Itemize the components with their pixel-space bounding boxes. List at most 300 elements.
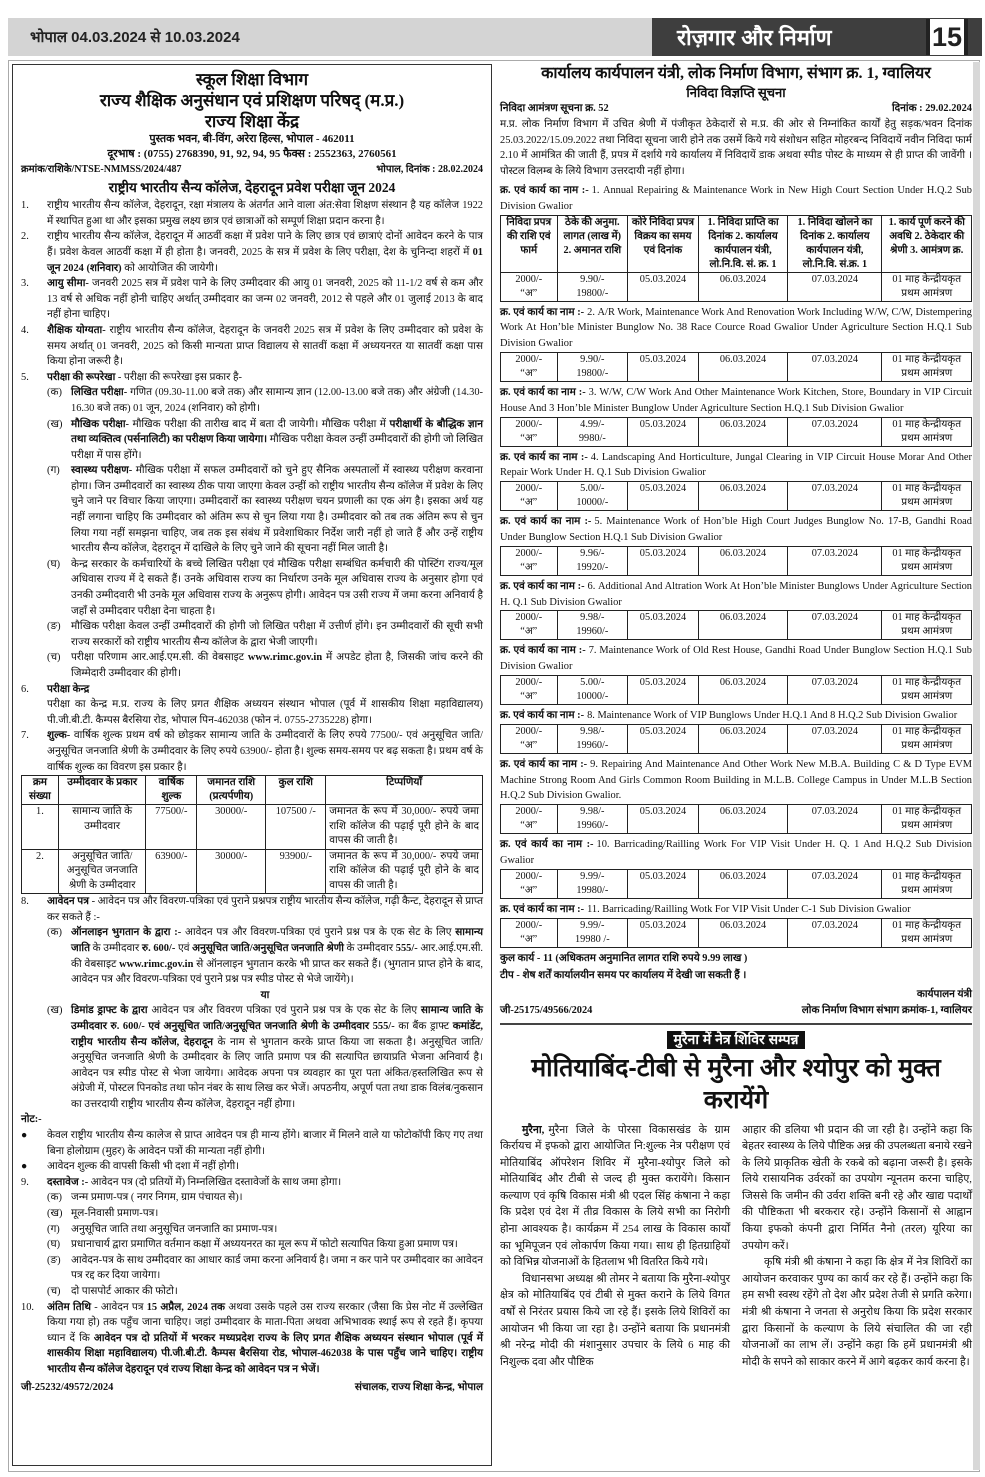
work-row: [501, 724, 972, 753]
work-cell: [501, 417, 558, 446]
work-cell: [501, 482, 558, 511]
item-number: 3.: [21, 278, 29, 290]
work-form: “अ”: [520, 367, 538, 379]
work-invite: प्रथम आमंत्रण: [901, 626, 953, 638]
notice-subitem: [47, 557, 483, 619]
work-fee: 2000/-: [515, 919, 543, 931]
text: प्रधानाचार्य द्वारा प्रमाणित वर्तमान कक्षा में अध्ययनरत का मूल रूप में फोटो सत्यापित किया हुआ प्रमाण पत्र।: [71, 1239, 458, 1251]
work-label: क्र. एवं कार्य का नाम :-: [500, 516, 592, 528]
work-table: [500, 546, 972, 576]
work-fee: 2000/-: [515, 725, 543, 737]
fee-cell: अनुसूचित जाति/ अनुसूचित जनजाति श्रेणी के उम्मीदवार: [58, 849, 146, 894]
article-text: कृषि मंत्री श्री कंषाना ने कहा कि क्षेत्र में नेत्र शिविरों का आयोजन करवाकर पुण्य का कार्य कर रहे हैं। उन्होंने कहा कि हम सभी स्वस्थ रहेंगे तो देश और प्रदेश तेजी से प्रगति करेगा। मंत्री श्री कंषाना ने जनता से अनुरोध किया कि प्रदेश सरकार द्वारा किसानों के कल्याण के लिये संचालित की जा रही योजनाओं का लाभ लें। उन्होंने कहा कि हमें प्रधानमंत्री श्री मोदी के सपने को साकार करने में आगे बढ़कर कार्य करना है।: [742, 1256, 972, 1368]
work-cell: [557, 482, 628, 511]
work-label: क्र. एवं कार्य का नाम :-: [500, 758, 588, 770]
work-form: “अ”: [520, 287, 538, 299]
bold-text: आवेदन पत्र दो प्रतियों में भरकर मध्यप्रदेश राज्य के लिए प्रगत शैक्षिक अध्ययन संस्थान भोपाल (पूर्व में शासकीय शिक्षा महाविद्यालय) पी.जी.बी.टी. कैम्पस बैरसिया रोड, भोपाल-462038 के पास पहुँच जाने चाहिए। राष्ट्रीय भारतीय सैन्य कॉलेज देहरादून एवं राज्य शिक्षा केन्द्र को आवेदन पत्र न भेजें।: [47, 1332, 483, 1375]
work-header-cell: ठेके की अनुमा. लागत (लाख में) 2. अमानत राशि: [557, 215, 628, 272]
work-form: “अ”: [520, 561, 538, 573]
text: अनुसूचित जाति तथा अनुसूचित जनजाति का प्रमाण-पत्र।: [71, 1223, 278, 1235]
work-title: [500, 385, 972, 417]
subitem-label: (क): [47, 1192, 62, 1204]
bold-text: शुल्क-: [47, 730, 71, 742]
work-cell: [882, 918, 972, 947]
item-text: [47, 198, 483, 229]
work-table: [500, 724, 972, 754]
work-cell: [628, 352, 699, 381]
work-open: 07.03.2024: [811, 612, 859, 624]
work-sale: 05.03.2024: [639, 353, 687, 365]
text: आवेदन पत्र और विवरण-पत्रिका एवं पुराने प्रश्न पत्र के एक सेट के लिए: [181, 927, 456, 939]
notice-subitem: [47, 1206, 483, 1222]
tender-no-row: [500, 101, 972, 117]
work-label: क्र. एवं कार्य का नाम :-: [500, 580, 585, 592]
notice-item: [21, 1128, 483, 1159]
tender-footer: [500, 1003, 972, 1025]
fee-cell: 107500 /-: [266, 805, 326, 850]
work-cell: [698, 805, 787, 834]
work-invite: प्रथम आमंत्रण: [901, 287, 953, 299]
text: आवेदन पत्र (दो प्रतियों में) निम्नलिखित दस्तावेजों के साथ जमा होगा।: [88, 1176, 342, 1188]
notice-code: जी-25232/49572/2024: [21, 1381, 114, 1393]
tender-sign-office: लोक निर्माण विभाग संभाग क्रमांक-1, ग्वालियर: [801, 1004, 972, 1016]
work-cell: [628, 417, 699, 446]
notice-ref-row: [21, 162, 483, 178]
text: वार्षिक शुल्क प्रथम वर्ष को छोड़कर सामान्य जाति के उम्मीदवारों के लिए रुपये 77500/- एवं अनुसूचित जाति/अनुसूचित जनजाति श्रेणी के उम्मीदवार के लिए रुपये 63900/- होता है। शुल्क समय-समय पर बढ़ सकता है। प्रथम वर्ष के वार्षिक शुल्क का विवरण इस प्रकार है।: [47, 730, 483, 773]
fee-cell: 63900/-: [146, 849, 197, 894]
work-cell: [557, 272, 628, 301]
bold-text: अंतिम तिथि: [47, 1301, 91, 1313]
work-sale: 05.03.2024: [639, 870, 687, 882]
work-header-cell: 1. निविदा खोलने का दिनांक 2. कार्यालय कार्यपालन यंत्री, लो.नि.वि. सं.क्र. 1: [788, 215, 882, 272]
subitem-label: (ग): [47, 465, 60, 477]
notice-item: [21, 276, 483, 323]
tender-title: निविदा विज्ञप्ति सूचना: [686, 85, 786, 100]
text: के उम्मीदवार: [343, 942, 396, 954]
work-row: [501, 272, 972, 301]
work-row: [501, 611, 972, 640]
work-table: [500, 352, 972, 382]
bold-text: आवेदन पत्र: [47, 896, 89, 908]
work-name: 6. Additional And Altration Work At Hon’ble Minister Bunglows Under Agriculture Section H. Q.1 Sub Division Gwalior: [500, 580, 972, 608]
work-cost: 9.99/-: [580, 919, 605, 931]
work-cost: 9.98/-: [580, 725, 605, 737]
notice-subitem: [47, 1003, 483, 1112]
work-row: [501, 805, 972, 834]
work-invite: प्रथम आमंत्रण: [901, 690, 953, 702]
notice-subitem: [47, 619, 483, 650]
work-cost: 9.90/-: [580, 353, 605, 365]
work-label: क्र. एवं कार्य का नाम :-: [500, 839, 594, 851]
work-invite: प्रथम आमंत्रण: [901, 561, 953, 573]
bold-text: परीक्षा केन्द्र: [47, 683, 90, 695]
work-invite: प्रथम आमंत्रण: [901, 884, 953, 896]
work-period: 01 माह केन्द्रीयकृत: [892, 273, 962, 285]
subitem-text: [71, 1284, 483, 1300]
work-open: 07.03.2024: [811, 676, 859, 688]
text: दो पासपोर्ट आकार की फोटो।: [71, 1286, 178, 1297]
notice-subitem: [47, 385, 483, 416]
notice-subitem: [47, 1222, 483, 1238]
bold-text: परीक्षार्थी के बौद्धिक ज्ञान तथा व्यक्तित्व (पर्सनालिटी) का परीक्षण किया जायेगा।: [71, 418, 483, 446]
notice-phone: दूरभाष : (0755) 2768390, 91, 92, 94, 95 फैक्स : 2552363, 2760561: [107, 148, 397, 160]
notice-subitem: [47, 1284, 483, 1300]
fee-cell: सामान्य जाति के उम्मीदवार: [58, 805, 146, 850]
text: परीक्षा का केन्द्र म.प्र. राज्य के लिए प्रगत शैक्षिक अध्ययन संस्थान भोपाल (पूर्व में शासकीय शिक्षा महाविद्यालय) पी.जी.बी.टी. कैम्पस बैरसिया रोड, भोपाल पिन-462038 (फोन नं. 0755-2735228) होगा।: [47, 699, 483, 726]
work-cell: [698, 918, 787, 947]
work-cell: [628, 869, 699, 898]
work-cell: [628, 724, 699, 753]
article-text: मुरैना जिले के पोरसा विकासखंड के ग्राम किर्रायच में इफको द्वारा आयोजित नि:शुल्क नेत्र परीक्षण एवं मोतियाबिंद ऑपरेशन शिविर में मुरैना-श्योपुर जिले को मोतियाबिंद और टीबी से जल्द ही मुक्त करायेंगे। किसान कल्याण एवं कृषि विकास मंत्री श्री एदल सिंह कंषाना ने कहा कि प्रदेश एवं देश में तीव्र विकास के लिये सभी का निरोगी होना आवश्यक है। कार्यक्रम में 254 लाख के विकास कार्यों का भूमिपूजन एवं लोकार्पण किया गया। साथ ही हितग्राहियों को विभिन्न योजनाओं के हितलाभ भी वितरित किये गये।: [500, 1123, 730, 1269]
work-cell: [698, 417, 787, 446]
subitem-text: [71, 417, 483, 464]
work-deposit: 19960/-: [576, 626, 609, 638]
article-paragraph: [500, 1271, 730, 1371]
notice-items: [21, 198, 483, 775]
article-kicker: मुरैना में नेत्र शिविर सम्पन्न: [667, 1031, 804, 1049]
work-cell: [557, 869, 628, 898]
item-number: 1.: [21, 200, 29, 212]
work-period: 01 माह केन्द्रीयकृत: [892, 612, 962, 624]
item-number: 5.: [21, 371, 29, 383]
work-fee: 2000/-: [515, 273, 543, 285]
work-period: 01 माह केन्द्रीयकृत: [892, 483, 962, 495]
work-cell: [557, 352, 628, 381]
work-cell: [698, 675, 787, 704]
work-form: “अ”: [520, 432, 538, 444]
work-name: 8. Maintenance Work of VIP Bunglows Under H.Q.1 And 8 H.Q.2 Sub Division Gwalior: [587, 709, 958, 721]
bold-text: या: [260, 989, 270, 1001]
notice-subitem: [47, 1253, 483, 1284]
rimc-admission-notice: [12, 64, 492, 1466]
work-cell: [882, 417, 972, 446]
notice-item: [21, 1159, 483, 1175]
bold-text: www.rimc.gov.in: [247, 652, 323, 664]
text: परीक्षा परिणाम आर.आई.एम.सी. की वेबसाइट: [71, 652, 248, 664]
work-title: [500, 757, 972, 804]
notice-item: [21, 1112, 483, 1128]
work-table: [500, 417, 972, 447]
work-receipt: 06.03.2024: [719, 353, 767, 365]
work-open: 07.03.2024: [811, 547, 859, 559]
work-title: [500, 837, 972, 869]
work-table: [500, 869, 972, 899]
bold-text: लिखित परीक्षा-: [71, 387, 128, 399]
notice-items-continued: [21, 894, 483, 1377]
tender-date: दिनांक : 29.02.2024: [891, 103, 972, 114]
text: आवेदन-पत्र के साथ उम्मीदवार का आधार कार्ड जमा करना अनिवार्य है। जमा न कर पाने पर उम्मीदवार का आवेदन पत्र रद्द कर दिया जायेगा।: [71, 1254, 483, 1282]
notice-item: [21, 370, 483, 386]
work-name: 2. A/R Work, Maintenance Work And Renovation Work Including W/W, C/W, Distempering Work At Hon’ble Minister Bunglow No. 38 Race Cource Road Gwalior Under Agriculture Section H.Q.1 Sub Division Gwalior: [500, 306, 972, 350]
item-text: [47, 1300, 483, 1378]
article-paragraph: [742, 1254, 972, 1370]
bullet-icon: ●: [21, 1161, 28, 1173]
work-period: 01 माह केन्द्रीयकृत: [892, 547, 962, 559]
item-number: 10.: [21, 1301, 34, 1313]
item-text: [47, 1175, 483, 1191]
article-body: [500, 1122, 972, 1371]
subitem-label: (ङ): [47, 621, 61, 633]
work-title: [500, 305, 972, 352]
work-title: [500, 708, 972, 724]
notice-item: [21, 323, 483, 370]
work-cell: [788, 611, 882, 640]
work-row: [501, 918, 972, 947]
subitem-label: (च): [47, 652, 61, 664]
item-number: 9.: [21, 1176, 29, 1188]
bold-text: नोट:-: [21, 1114, 42, 1126]
work-fee: 2000/-: [515, 483, 543, 495]
work-cell: [501, 272, 558, 301]
item-text: [47, 1128, 483, 1159]
tender-code: जी-25175/49566/2024: [500, 1004, 593, 1016]
work-cell: [882, 675, 972, 704]
item-text: [47, 370, 483, 386]
bold-text: शैक्षिक योग्यता-: [47, 324, 106, 336]
bold-text: 555/-: [395, 942, 418, 954]
bold-text: ऑनलाइन भुगतान के द्वारा :-: [71, 927, 182, 939]
fee-header-cell: टिप्पणियाँ: [326, 776, 483, 805]
work-fee: 2000/-: [515, 806, 543, 818]
notice-subitem: [47, 988, 483, 1004]
work-cost: 9.96/-: [580, 547, 605, 559]
bold-text: डिमांड ड्राफ्ट के द्वारा: [71, 1005, 148, 1017]
notice-item: [21, 894, 483, 925]
fee-cell: 1.: [22, 805, 59, 850]
work-period: 01 माह केन्द्रीयकृत: [892, 919, 962, 931]
work-name: 11. Barricading/Railling Wotk For VIP Visit Under C-1 Sub Division Gwalior: [587, 903, 911, 915]
work-title: [500, 643, 972, 675]
work-row: [501, 869, 972, 898]
subitem-text: [71, 1253, 483, 1284]
fee-cell: 93900/-: [266, 849, 326, 894]
work-cell: [788, 546, 882, 575]
work-fee: 2000/-: [515, 353, 543, 365]
work-cell: [698, 272, 787, 301]
work-name: 10. Barricading/Railling Work For VIP Visit Under H. Q. 1 And H.Q.2 Sub Division Gwalior: [500, 839, 972, 866]
work-cell: [501, 352, 558, 381]
work-name: 9. Repairing And Maintenance And Other Work New M.B.A. Building C & D Type EVM Machine Strong Room And Girls Common Room Building in M.L.B. College Campus in Under M.L.B Section H.Q.2 Sub Division Gwalior.: [500, 758, 972, 802]
work-cell: [788, 805, 882, 834]
work-table: [500, 215, 972, 302]
work-period: 01 माह केन्द्रीयकृत: [892, 725, 962, 737]
section-banner: [652, 18, 982, 56]
work-deposit: 19800/-: [576, 367, 609, 379]
article-paragraph: [742, 1122, 972, 1255]
subitem-label: (क): [47, 387, 62, 399]
work-open: 07.03.2024: [811, 418, 859, 430]
work-row: [501, 675, 972, 704]
work-row: [501, 482, 972, 511]
work-header-cell: निविदा प्रपत्र की राशि एवं फार्म: [501, 215, 558, 272]
text: - परीक्षा की रूपरेखा इस प्रकार है-: [115, 371, 242, 383]
subitem-text: [71, 463, 483, 557]
work-label: क्र. एवं कार्य का नाम :-: [500, 451, 588, 463]
fee-header-cell: जमानत राशि (प्रत्यर्पणीय): [197, 776, 266, 805]
work-table: [500, 481, 972, 511]
tender-office: कार्यालय कार्यपालन यंत्री, लोक निर्माण विभाग, संभाग क्र. 1, ग्वालियर: [541, 65, 931, 82]
work-cell: [698, 546, 787, 575]
text: में अपडेट होता है, जिसकी जांच करने की जिम्मेदारी उम्मीदवार की होगी।: [71, 652, 483, 679]
work-cell: [698, 482, 787, 511]
work-deposit: 10000/-: [576, 690, 609, 702]
work-cell: [557, 417, 628, 446]
work-fee: 2000/-: [515, 870, 543, 882]
work-sale: 05.03.2024: [639, 612, 687, 624]
work-cell: [882, 482, 972, 511]
work-cell: [501, 869, 558, 898]
work-invite: प्रथम आमंत्रण: [901, 820, 953, 832]
work-sale: 05.03.2024: [639, 919, 687, 931]
work-cell: [557, 546, 628, 575]
work-deposit: 19980/-: [576, 884, 609, 896]
subitem-label: (ख): [47, 1005, 63, 1017]
text: - आवेदन पत्र और विवरण-पत्रिका एवं पुराने प्रश्नपत्र राष्ट्रीय भारतीय सैन्य कॉलेज, गढ़ी कैन्ट, देहरादून से प्राप्त कर सकते हैं :-: [47, 896, 483, 923]
work-deposit: 19960/-: [576, 820, 609, 832]
item-text: [47, 894, 483, 925]
work-row: [501, 417, 972, 446]
work-table: [500, 918, 972, 948]
fee-cell: जमानत के रूप में 30,000/- रुपये जमा राशि कॉलेज की पढ़ाई पूरी होने के बाद वापस की जाती है।: [326, 849, 483, 894]
fee-cell: 2.: [22, 849, 59, 894]
work-cell: [628, 675, 699, 704]
work-label: क्र. एवं कार्य का नाम :-: [500, 184, 589, 196]
gutter-strip: [973, 62, 980, 1470]
work-name: 5. Maintenance Work of Hon’ble High Court Judges Bunglow No. 17-B, Gandhi Road Under Bunglow Section H.Q.1 Sub Division Gwalior: [500, 516, 972, 543]
work-cell: [788, 675, 882, 704]
subitem-text: [71, 650, 483, 681]
article-dateline: मुरैना,: [522, 1123, 545, 1136]
work-deposit: 19980 /-: [575, 933, 610, 945]
tender-total: कुल कार्य - 11 (अधिकतम अनुमानित लागत राशि रुपये 9.99 लाख ): [500, 952, 748, 964]
work-table-header: [501, 215, 972, 272]
work-cost: 4.99/-: [580, 418, 605, 430]
subitem-text: [71, 1003, 483, 1112]
work-cost: 5.00/-: [580, 483, 605, 495]
work-deposit: 9980/-: [578, 432, 606, 444]
text: के नाम से भुगतान करके प्राप्त किया जा सकता है। अनुसूचित जाति/अनुसूचित जनजाति श्रेणी के उम्मीदवार के लिए जाति प्रमाण पत्र की सत्यापित छायाप्रति भेजना अनिवार्य है। आवेदन पत्र स्पीड पोस्ट से भेजा जायेगा। आवेदक अपना पत्र व्यवहार का पूरा पता अंकित/हस्तलिखित रूप से अंग्रेजी में, पोस्टल पिनकोड तथा फोन नंबर के साथ लिख कर भेजें। अपठनीय, अपूर्ण पता तथा डाक विलंब/नुकसान का उत्तरदायी राष्ट्रीय भारतीय सैन्य कॉलेज, देहरादून नहीं होगा।: [71, 1036, 483, 1110]
work-period: 01 माह केन्द्रीयकृत: [892, 418, 962, 430]
text: आवेदन पत्र और विवरण पत्रिका एवं पुराने प्रश्न पत्र के एक सेट के लिए: [147, 1005, 421, 1017]
work-cell: [882, 546, 972, 575]
work-deposit: 19920/-: [576, 561, 609, 573]
work-sale: 05.03.2024: [639, 273, 687, 285]
tender-note: टीप - शेष शर्तें कार्यालयीन समय पर कार्यालय में देखी जा सकती हैं ।: [500, 970, 747, 982]
subitem-label: (क): [47, 927, 62, 939]
tender-notice-no: निविदा आमंत्रण सूचना क्र. 52: [500, 103, 609, 114]
text: केन्द्र सरकार के कर्मचारियों के बच्चे लिखित परीक्षा एवं मौखिक परीक्षा सम्बंधित कर्मचारी की पोस्टिंग राज्य/मूल अधिवास राज्य में दे सकते हैं। उनके अधिवास राज्य का निर्धारण उनके मूल अधिवास राज्य के अनुसार होगा एवं उनकी उम्मीदवारी भी उनके मूल अधिवास राज्य के अनुरूप होगी। आवेदन पत्र उसी राज्य में जमा करना अनिवार्य है जहाँ से उम्मीदवार परीक्षा देना चाहता है।: [71, 558, 483, 617]
subitem-text: [71, 925, 483, 987]
article-text: विधानसभा अध्यक्ष श्री तोमर ने बताया कि मुरैना-श्योपुर क्षेत्र को मोतियाबिंद एवं टीबी से मुक्त कराने के लिये विगत वर्षों से निरंतर प्रयास किये जा रहे हैं। इसके लिये शिविरों का आयोजन भी किया जा रहा है। उन्होंने बताया कि प्रधानमंत्री श्री नरेन्द्र मोदी की मंशानुसार उपचार के लिये 6 माह की निशुल्क दवा और पौष्टिक: [500, 1272, 730, 1368]
subitem-label: (ख): [47, 1208, 63, 1220]
work-label: क्र. एवं कार्य का नाम :-: [500, 645, 586, 657]
notice-subitem: [47, 1190, 483, 1206]
work-receipt: 06.03.2024: [719, 725, 767, 737]
work-deposit: 19960/-: [576, 739, 609, 751]
bold-text: www.rimc.gov.in: [119, 958, 194, 970]
fee-cell: जमानत के रूप में 30,000/- रुपये जमा राशि कॉलेज की पढ़ाई पूरी होने के बाद वापस की जाती है।: [326, 805, 483, 850]
notice-ref: क्रमांक/राशिके/NTSE-NMMSS/2024/487: [21, 164, 182, 175]
fee-cell: 30000/-: [197, 849, 266, 894]
notice-item: [21, 1175, 483, 1191]
work-form: “अ”: [520, 626, 538, 638]
work-header-cell: कोरे निविदा प्रपत्र विक्रय का समय एवं दिनांक: [628, 215, 699, 272]
notice-item: [21, 1300, 483, 1378]
work-cell: [698, 869, 787, 898]
bold-text: आयु सीमा-: [47, 278, 89, 290]
work-cell: [882, 869, 972, 898]
work-cell: [628, 482, 699, 511]
work-cell: [882, 611, 972, 640]
work-sale: 05.03.2024: [639, 418, 687, 430]
fee-row: [22, 805, 483, 850]
work-cost: 9.99/-: [580, 870, 605, 882]
work-form: “अ”: [520, 884, 538, 896]
work-title: [500, 450, 972, 482]
work-cell: [882, 724, 972, 753]
tender-notice: [500, 64, 972, 1370]
work-form: “अ”: [520, 690, 538, 702]
work-period: 01 माह केन्द्रीयकृत: [892, 806, 962, 818]
fee-header-cell: वार्षिक शुल्क: [146, 776, 197, 805]
work-cell: [628, 546, 699, 575]
work-cell: [788, 272, 882, 301]
work-receipt: 06.03.2024: [719, 483, 767, 495]
notice-subitem: [47, 650, 483, 681]
notice-subitem: [47, 463, 483, 557]
work-title: [500, 514, 972, 546]
subitem-text: [71, 619, 483, 650]
notice-signatory: संचालक, राज्य शिक्षा केन्द्र, भोपाल: [354, 1381, 483, 1393]
item-number: 2.: [21, 231, 29, 243]
work-cell: [557, 611, 628, 640]
work-label: क्र. एवं कार्य का नाम :-: [500, 306, 585, 318]
item-number: 7.: [21, 730, 29, 742]
work-open: 07.03.2024: [811, 353, 859, 365]
notice-footer: [21, 1380, 483, 1396]
work-cell: [882, 805, 972, 834]
edition-date: भोपाल 04.03.2024 से 10.03.2024: [30, 29, 240, 46]
text: मौखिक परीक्षा केवल उन्हीं उम्मीदवारों की होगी जो लिखित परीक्षा में उत्तीर्ण होंगे। इन उम्मीदवारों की सूची सभी राज्य सरकारों को राष्ट्रीय भारतीय सैन्य कॉलेज के द्वारा भेजी जाएगी।: [71, 621, 483, 648]
page-header: [8, 18, 982, 56]
fee-table: [21, 775, 483, 894]
work-cell: [501, 546, 558, 575]
work-sale: 05.03.2024: [639, 676, 687, 688]
work-cell: [557, 918, 628, 947]
text: का बैंक ड्राफ्ट: [394, 1020, 453, 1032]
item-number: 8.: [21, 896, 29, 908]
section-title: रोज़गार और निर्माण: [677, 25, 832, 50]
article-column-2: [742, 1122, 972, 1371]
bold-text: परीक्षा की रूपरेखा: [47, 371, 116, 383]
work-invite: प्रथम आमंत्रण: [901, 432, 953, 444]
work-cell: [628, 918, 699, 947]
subitem-text: [71, 385, 483, 416]
fee-header-cell: कुल राशि: [266, 776, 326, 805]
text: एवं: [175, 942, 193, 954]
bullet-icon: ●: [21, 1130, 28, 1142]
work-cell: [628, 272, 699, 301]
work-deposit: 10000/-: [576, 497, 609, 509]
subitem-text: [71, 1190, 483, 1206]
work-cost: 5.00/-: [580, 676, 605, 688]
subitem-text: [261, 988, 270, 1004]
bold-text: स्वास्थ्य परीक्षण-: [71, 465, 133, 477]
work-period: 01 माह केन्द्रीयकृत: [892, 353, 962, 365]
bold-text: मौखिक परीक्षा-: [71, 418, 130, 430]
news-article: [500, 1031, 972, 1371]
bold-text: अनुसूचित जाति/अनुसूचित जनजाति श्रेणी: [192, 942, 344, 954]
